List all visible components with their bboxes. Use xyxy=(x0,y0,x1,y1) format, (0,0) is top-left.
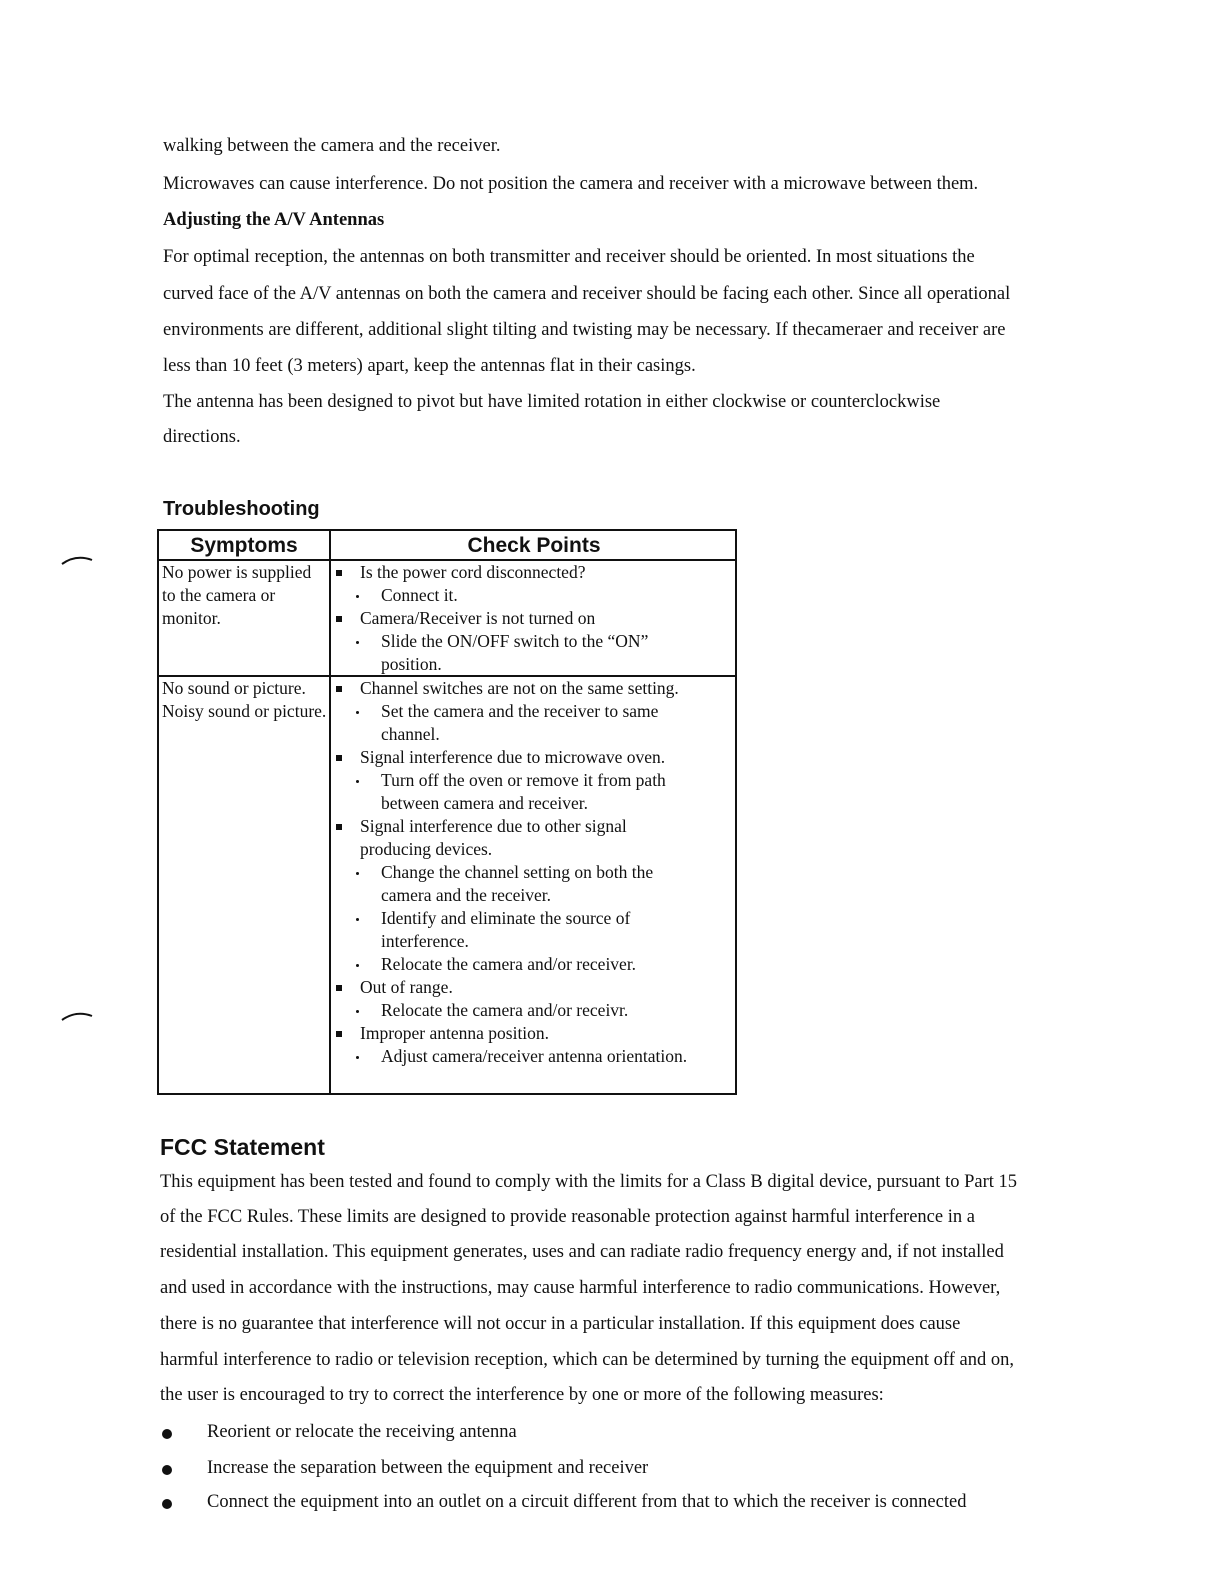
square-bullet-icon xyxy=(336,570,342,576)
checkpoint-item xyxy=(331,607,731,630)
checkpoint-text: Adjust camera/receiver antenna orientation. xyxy=(381,1046,688,1066)
checkpoint-text: Signal interference due to microwave oven. xyxy=(360,747,666,767)
bullet-dot-icon xyxy=(162,1429,172,1439)
checkpoint-text: Relocate the camera and/or receiver. xyxy=(381,954,637,974)
checkpoint-item xyxy=(331,815,731,838)
checkpoint-text: Turn off the oven or remove it from path xyxy=(381,770,666,790)
checkpoint-subitem xyxy=(331,630,731,653)
antennas-line-4: less than 10 feet (3 meters) apart, keep the antennas flat in their casings. xyxy=(163,356,696,376)
checkpoints-cell xyxy=(331,677,731,1068)
antennas-line-6: directions. xyxy=(163,427,241,447)
checkpoint-subitem xyxy=(331,930,731,953)
checkpoint-subitem xyxy=(331,792,731,815)
antennas-line-3: environments are different, additional slight tilting and twisting may be necessary. If thecameraer and receiver are xyxy=(163,320,1006,340)
dot-bullet-icon xyxy=(356,641,359,644)
checkpoint-text: camera and the receiver. xyxy=(381,885,552,905)
checkpoint-text: Is the power cord disconnected? xyxy=(360,562,586,582)
square-bullet-icon xyxy=(336,824,342,830)
intro-line-2: Microwaves can cause interference. Do not position the camera and receiver with a microwave between them. xyxy=(163,174,979,194)
square-bullet-icon xyxy=(336,755,342,761)
checkpoint-item xyxy=(331,746,731,769)
checkpoint-item xyxy=(331,561,731,584)
checkpoint-text: Slide the ON/OFF switch to the “ON” xyxy=(381,631,649,651)
checkpoint-text: channel. xyxy=(381,724,440,744)
checkpoint-text: Set the camera and the receiver to same xyxy=(381,701,659,721)
fcc-line-3: residential installation. This equipment generates, uses and can radiate radio frequency energy and, if not installed xyxy=(160,1242,1004,1262)
symptom-cell: No power is supplied to the camera or monitor. xyxy=(162,562,312,628)
dot-bullet-icon xyxy=(356,780,359,783)
scan-mark-icon xyxy=(60,1008,96,1024)
square-bullet-icon xyxy=(336,616,342,622)
antennas-line-2: curved face of the A/V antennas on both the camera and receiver should be facing each other. Since all operational xyxy=(163,284,1011,304)
antennas-line-1: For optimal reception, the antennas on both transmitter and receiver should be oriented. In most situations the xyxy=(163,247,975,267)
checkpoint-text: Change the channel setting on both the xyxy=(381,862,654,882)
checkpoint-text: position. xyxy=(381,654,442,674)
checkpoints-cell xyxy=(331,561,731,676)
fcc-line-2: of the FCC Rules. These limits are designed to provide reasonable protection against harmful interference in a xyxy=(160,1207,975,1227)
checkpoint-text: Connect it. xyxy=(381,585,458,605)
antennas-heading: Adjusting the A/V Antennas xyxy=(163,210,385,230)
checkpoint-subitem xyxy=(331,953,731,976)
square-bullet-icon xyxy=(336,1031,342,1037)
bullet-dot-icon xyxy=(162,1465,172,1475)
checkpoint-item xyxy=(331,976,731,999)
square-bullet-icon xyxy=(336,686,342,692)
checkpoint-text: Out of range. xyxy=(360,977,453,997)
dot-bullet-icon xyxy=(356,711,359,714)
scan-mark-icon xyxy=(60,552,96,568)
checkpoint-text: between camera and receiver. xyxy=(381,793,588,813)
checkpoint-subitem xyxy=(331,884,731,907)
checkpoint-text: producing devices. xyxy=(360,839,493,859)
dot-bullet-icon xyxy=(356,964,359,967)
fcc-line-4: and used in accordance with the instructions, may cause harmful interference to radio communications. However, xyxy=(160,1278,1001,1298)
checkpoint-subitem xyxy=(331,838,731,861)
checkpoint-text: interference. xyxy=(381,931,469,951)
checkpoint-subitem xyxy=(331,584,731,607)
symptoms-column-header: Symptoms xyxy=(190,534,298,557)
antennas-line-5: The antenna has been designed to pivot but have limited rotation in either clockwise or counterclockwise xyxy=(163,392,941,412)
fcc-line-1: This equipment has been tested and found to comply with the limits for a Class B digital device, pursuant to Part 15 xyxy=(160,1172,1018,1192)
checkpoints-column-header: Check Points xyxy=(467,534,601,557)
checkpoint-item xyxy=(331,1022,731,1045)
intro-line-1: walking between the camera and the receiver. xyxy=(163,136,501,156)
checkpoint-subitem xyxy=(331,1045,731,1068)
checkpoint-text: Improper antenna position. xyxy=(360,1023,550,1043)
dot-bullet-icon xyxy=(356,872,359,875)
bullet-dot-icon xyxy=(162,1499,172,1509)
fcc-line-7: the user is encouraged to try to correct the interference by one or more of the following measures: xyxy=(160,1385,884,1405)
fcc-line-6: harmful interference to radio or television reception, which can be determined by turning the equipment off and on, xyxy=(160,1350,1014,1370)
checkpoint-subitem xyxy=(331,653,731,676)
dot-bullet-icon xyxy=(356,1010,359,1013)
dot-bullet-icon xyxy=(356,918,359,921)
checkpoint-subitem xyxy=(331,769,731,792)
troubleshooting-heading: Troubleshooting xyxy=(163,498,320,520)
checkpoint-text: Identify and eliminate the source of xyxy=(381,908,631,928)
fcc-heading: FCC Statement xyxy=(160,1134,325,1160)
checkpoint-subitem xyxy=(331,723,731,746)
symptom-cell: No sound or picture. Noisy sound or picture. xyxy=(162,678,327,721)
checkpoint-text: Relocate the camera and/or receivr. xyxy=(381,1000,629,1020)
checkpoint-text: Signal interference due to other signal xyxy=(360,816,627,836)
checkpoint-subitem xyxy=(331,999,731,1022)
square-bullet-icon xyxy=(336,985,342,991)
troubleshooting-table xyxy=(157,529,737,1095)
dot-bullet-icon xyxy=(356,1056,359,1059)
checkpoint-subitem xyxy=(331,700,731,723)
checkpoint-subitem xyxy=(331,861,731,884)
checkpoint-subitem xyxy=(331,907,731,930)
checkpoint-text: Channel switches are not on the same setting. xyxy=(360,678,679,698)
checkpoint-text: Camera/Receiver is not turned on xyxy=(360,608,596,628)
fcc-line-5: there is no guarantee that interference will not occur in a particular installation. If this equipment does cause xyxy=(160,1314,961,1334)
checkpoint-item xyxy=(331,677,731,700)
dot-bullet-icon xyxy=(356,595,359,598)
